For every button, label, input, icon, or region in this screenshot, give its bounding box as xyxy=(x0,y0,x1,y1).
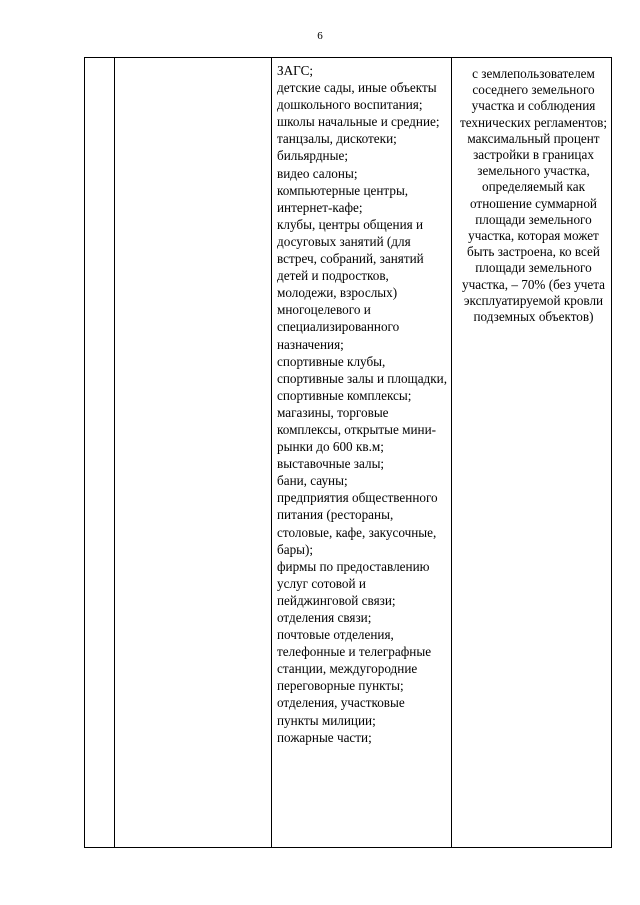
parameter-item: с землепользователем соседнего земельного участка и соблюдения технических регламентов; xyxy=(459,66,608,130)
use-item: выставочные залы; xyxy=(277,456,385,472)
use-item: отделения, участковые пункты милиции; xyxy=(277,695,405,728)
column-divider-1 xyxy=(114,58,115,847)
column-divider-3 xyxy=(451,58,452,847)
use-item: магазины, торговые комплексы, открытые мини-рынки до 600 кв.м; xyxy=(277,404,437,455)
use-item: отделения связи; xyxy=(277,610,372,625)
use-item: почтовые отделения, телефонные и телеграфные станции, междугородние переговорные пункты; xyxy=(277,627,432,694)
use-item: предприятия общественного питания (рестораны, столовые, кафе, закусочные, бары); xyxy=(277,490,438,557)
column-divider-2 xyxy=(271,58,272,847)
use-item: бильярдные; xyxy=(277,148,348,164)
use-item: спортивные клубы, спортивные залы и площадки, спортивные комплексы; xyxy=(277,353,448,403)
use-item: видео салоны; xyxy=(277,165,358,181)
use-item: пожарные части; xyxy=(277,729,372,745)
construction-parameters-list xyxy=(456,66,611,325)
use-item: ЗАГС; xyxy=(277,63,314,78)
permitted-uses-list xyxy=(277,62,449,746)
use-item: компьютерные центры, интернет-кафе; xyxy=(277,182,409,215)
use-item: танцзалы, дискотеки; xyxy=(277,131,397,147)
parameter-item: максимальный процент застройки в границах земельного участка, определяемый как отношение суммарной площади земельного участка, которая может быть застроена, ко всей площади земельного участка, – 70% (без учета эксплуатируемой кровли подземных объектов) xyxy=(461,130,605,325)
use-item: фирмы по предоставлению услуг сотовой и пейджинговой связи; xyxy=(277,558,430,608)
use-item: клубы, центры общения и досуговых занятий (для встреч, собраний, занятий детей и подростков, молодежи, взрослых) многоцелевого и специализированного назначения; xyxy=(277,216,424,352)
use-item: школы начальные и средние; xyxy=(277,114,440,130)
page-number: 6 xyxy=(317,30,323,42)
zoning-table xyxy=(84,57,612,848)
use-item: бани, сауны; xyxy=(277,473,348,489)
use-item: детские сады, иные объекты дошкольного воспитания; xyxy=(277,80,437,113)
